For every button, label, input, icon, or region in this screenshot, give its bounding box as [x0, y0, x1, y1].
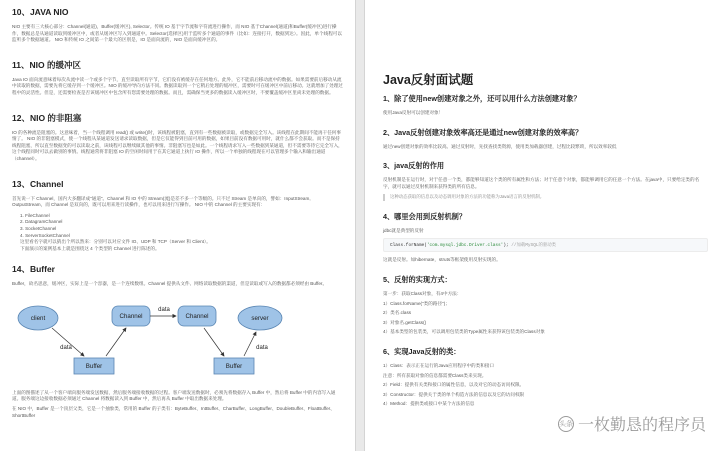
section-title: 12、NIO 的非阻塞 — [12, 112, 82, 123]
question-block — [383, 347, 708, 408]
section-title: 11、NIO 的缓冲区 — [12, 59, 81, 70]
answer-text: 2）Field：提供有关类和接口的属性信息，以及对它的动态访问权限。 — [383, 382, 525, 388]
list-item: 2. DatagramChannel — [20, 219, 63, 225]
answer-text: 使用Java反射可以创建对象！ — [383, 110, 444, 115]
server-label: server — [251, 314, 269, 322]
list-item: 这里看名字就可以猜出个所以然来：分别可以对应文件 IO、UDP 和 TCP（Server 和 Client）。 — [20, 239, 211, 245]
answer-text: 3）对象名.getClass() — [383, 319, 427, 325]
right-page — [364, 0, 720, 451]
code-end: ); — [503, 243, 509, 249]
section-paragraph: Buffer，故名思意，缓冲区，实际上是一个容器，是一个连续数组。Channel 提供从文件、网络读取数据的渠道，但是读取或写入的数据都必须经由 Buffer。 — [12, 281, 328, 287]
question-title: 6、实现Java反射的类： — [383, 346, 461, 356]
section-paragraph: IO 的各种流是阻塞的。这意味着，当一个线程调用 read() 或 write()时，该线程被阻塞，直到有一些数据被读取，或数据完全写入。该线程在此期间不能再干任何事情了。 NIO 的非阻塞模式，使一个线程从某通道发送请求读取数据，但是它仅能得到目前可用的数据，如果目前没有数据可用时，就什么都不会获取。而不是保持线程阻塞，所以直至数据变的可以读取之前，该线程可以继续做其他的事情。非阻塞写也是如此。一个线程请求写入一些数据到某通道，但不需要等待它完全写入，这个线程同时可以去做别的事情。线程通常将非阻塞 IO 的空闲时间用于在其它通道上执行 IO 操作，所以一个单独的线程现在可以管理多个输入和输出通道（channel）。 — [12, 129, 343, 161]
section-title: 14、Buffer — [12, 264, 55, 275]
question-block — [383, 212, 708, 264]
list-item: 下面演示的案例基本上就是围绕这 4 个类型的 Channel 进行陈述的。 — [20, 245, 160, 251]
code-block — [383, 238, 708, 252]
document-title: Java反射面试题 — [383, 73, 474, 87]
question-block — [383, 128, 708, 151]
question-block — [383, 94, 708, 117]
question-title: 1、除了使用new创建对象之外，还可以用什么方法创建对象？ — [383, 94, 581, 103]
data-label-left: data — [60, 344, 72, 351]
channel-left-label: Channel — [119, 312, 143, 320]
client-label: client — [30, 314, 46, 322]
section-paragraph: Java IO 面向流意味着每次从流中读一个或多个字节，直至读取所有字节，它们没有被缓存在任何地方。此外，它不能前后移动流中的数据。如果需要前后移动从流中读取的数据，需要先将它缓存到一个缓冲区。NIO 的缓冲导向方法不同。数据读取到一个它稍后处理的缓冲区，需要时可在缓冲区中前后移动。这就增加了处理过程中的灵活性。但是，还需要检查是否该缓冲区中包含所有您需要处理的数据。而且，需确保当更多的数据读入缓冲区时，不要覆盖缓冲区里尚未处理的数据。 — [12, 76, 344, 95]
answer-text: 3）Constructor：提供关于类的单个构造方法的信息以及它的访问权限 — [383, 391, 525, 397]
answer-text: jdbc就是典型的反射 — [383, 227, 424, 233]
question-title: 2、Java反射创建对象效率高还是通过new创建对象的效率高？ — [383, 127, 583, 137]
answer-text: 4）基本类型的包装类，可以调用包装类的Type属性来获得该包装类的Class对象 — [383, 329, 545, 335]
watermark — [558, 412, 706, 435]
quote-block: 这种动态获取的信息以及动态调用对象的方法的功能称为Java语言的反射机制。 — [383, 194, 708, 200]
answer-text: 4）Method：提供类或接口中某个方法的信息 — [383, 401, 475, 407]
buffer-right-label: Buffer — [225, 362, 243, 370]
section-paragraph: 在 NIO 中，Buffer 是一个顶层父类，它是一个抽象类，常用的 Buffer 的子类有：ByteBuffer、IntBuffer、CharBuffer、LongBuffer、DoubleBuffer、FloatBuffer、ShortBuffer — [12, 406, 335, 418]
question-title: 4、哪里会用到反射机制？ — [383, 211, 467, 221]
question-title: 3、java反射的作用 — [383, 161, 445, 171]
channel-list — [20, 213, 343, 253]
list-item: 4. ServerSocketChannel — [20, 232, 70, 238]
section-paragraph: 上面的图描述了从一个客户端向服务端发送数据，然后服务端接收数据的过程。客户端发送数据时，必须先将数据存入 Buffer 中，然后将 Buffer 中的内容写入通道。服务端这边接收数据必须通过 Channel 将数据读入到 Buffer 中，然后再从 Buffer 中取出数据来处理。 — [12, 389, 336, 402]
list-item: 3. SocketChannel — [20, 225, 57, 231]
section-paragraph: NIO 主要有三大核心部分：Channel(通道)，Buffer(缓冲区), Selector。传统 IO 基于字节流和字符流进行操作，而 NIO 基于Channel(通道)和Buffer(缓冲区)进行操作，数据总是从通道读取到缓冲区中，或者从缓冲区写入到通道中。Selector(选择区)用于监听多个通道的事件（比如：连接打开，数据到达）。因此，单个线程可以监听多个数据通道。 NIO 和传统 IO 之间第一个最大的区别是，IO 是面向流的，NIO 是面向缓冲区的。 — [12, 24, 342, 43]
arrow-channel-to-buffer — [204, 328, 224, 356]
arrow-buffer-to-channel — [106, 328, 126, 356]
answer-text: 这就是反射。如hibernate，struts等框架使用反射实现的。 — [383, 257, 501, 263]
left-page — [0, 0, 356, 451]
answer-text: 第一步：获取Class对象，有4中方法： — [383, 290, 462, 296]
section-title: 10、JAVA NIO — [12, 7, 69, 17]
channel-right-label: Channel — [185, 312, 209, 320]
watermark-text: 一枚勤恳的程序员 — [577, 417, 706, 434]
question-block — [383, 161, 708, 201]
arrow-client-to-buffer — [52, 328, 84, 356]
data-label-top: data — [158, 306, 170, 313]
section-paragraph: 首先说一下 Channel，国内大多翻译成"通道"。Channel 和 IO 中的 Stream(流)是差不多一个等级的。只不过 Stream 是单向的，譬如：InputStream, OutputStream，而 Channel 是双向的，既可以用来进行读操作，也可以用来进行写操作。 NIO 中的 Channel 的主要实现有： — [12, 195, 311, 208]
answer-text: 1）Class.forName("类的路径")； — [383, 300, 450, 306]
answer-text: 1）Class：表示正在运行的Java应用程序中的类和接口 — [383, 362, 495, 368]
buffer-left-label: Buffer — [85, 362, 103, 370]
nio-flow-diagram — [12, 292, 343, 384]
arrow-buffer-to-server — [244, 332, 256, 356]
data-label-right: data — [256, 344, 268, 351]
question-block — [383, 275, 708, 336]
code-string: 'com.mysql.jdbc.Driver.class' — [426, 243, 504, 249]
answer-text: 注意：所有获取对象的信息都需要Class类来实现。 — [383, 372, 487, 378]
answer-text: 2）类名.class — [383, 310, 412, 316]
question-title: 5、反射的实现方式： — [383, 274, 452, 284]
nio-flow-svg — [12, 292, 344, 384]
answer-text: 反射机制是在运行时，对于任意一个类，都能够知道这个类的所有属性和方法；对于任意个对象，都能够调用它的任意一个方法。在java中，只要给定类的名字，就可以通过反射机制来获得类的所有信息。 — [383, 177, 700, 189]
watermark-badge-icon: 头条 — [558, 416, 574, 432]
code-function: Class.forName( — [390, 243, 427, 249]
answer-text: 通过new创建对象的效率比较高。通过反射时，先找查找类资源，使用类加载器创建，过程比较繁琐，所以效率较低 — [383, 143, 617, 149]
code-comment: //加载MySQL的驱动类 — [511, 243, 557, 249]
section-title: 13、Channel — [12, 178, 64, 189]
list-item: 1. FileChannel — [20, 212, 50, 218]
